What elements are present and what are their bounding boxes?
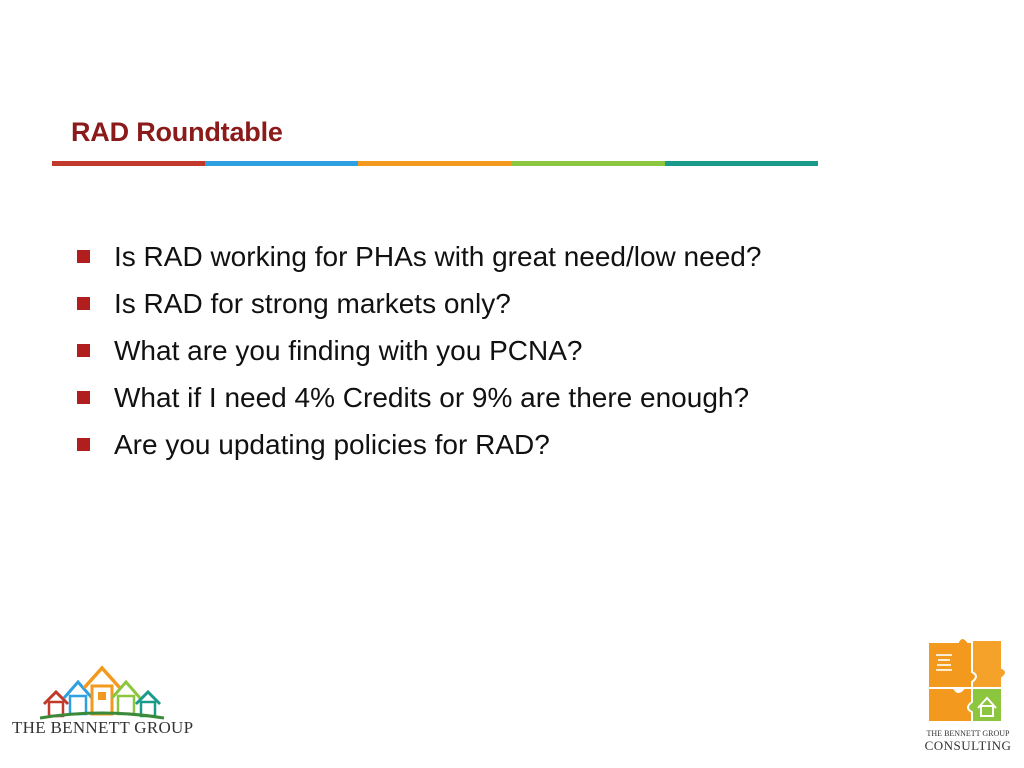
bullet-item — [74, 425, 834, 465]
square-bullet-icon — [77, 250, 90, 263]
bennett-group-logo-text: THE BENNETT GROUP — [12, 718, 194, 737]
square-bullet-icon — [77, 391, 90, 404]
bullet-list — [74, 237, 834, 472]
bullet-text: Are you updating policies for RAD? — [114, 429, 550, 460]
bullet-text: Is RAD for strong markets only? — [114, 288, 511, 319]
houses-logo-icon — [40, 662, 164, 720]
divider-segment-teal — [665, 161, 818, 166]
slide-title: RAD Roundtable — [71, 117, 283, 147]
bullet-item — [74, 378, 834, 418]
divider-segment-green — [512, 161, 665, 166]
divider-segment-orange — [358, 161, 511, 166]
divider-segment-red — [52, 161, 205, 166]
consulting-logo-line2: CONSULTING — [924, 738, 1012, 753]
bullet-item — [74, 284, 834, 324]
bullet-item — [74, 331, 834, 371]
bullet-item — [74, 237, 834, 277]
consulting-logo-line1: THE BENNETT GROUP — [926, 729, 1010, 738]
puzzle-logo-icon — [922, 632, 1014, 726]
bullet-text: What are you finding with you PCNA? — [114, 335, 583, 366]
bennett-consulting-logo — [918, 632, 1018, 760]
divider-segment-blue — [205, 161, 358, 166]
square-bullet-icon — [77, 297, 90, 310]
square-bullet-icon — [77, 438, 90, 451]
bullet-text: What if I need 4% Credits or 9% are there enough? — [114, 382, 750, 413]
square-bullet-icon — [77, 344, 90, 357]
bennett-group-logo — [12, 662, 192, 742]
title-divider — [52, 161, 818, 166]
bullet-text: Is RAD working for PHAs with great need/low need? — [114, 241, 762, 272]
